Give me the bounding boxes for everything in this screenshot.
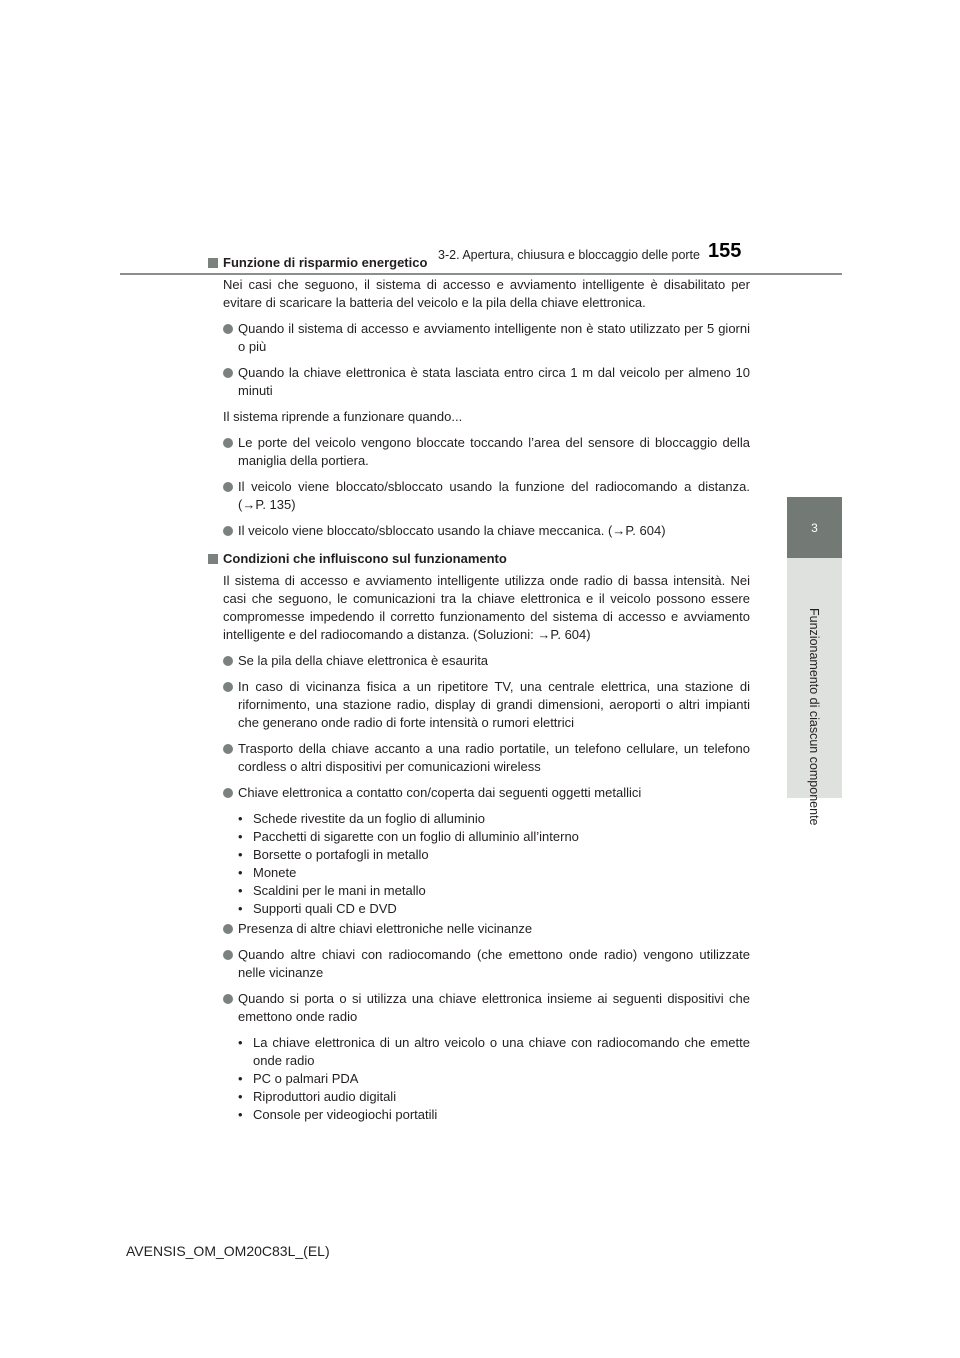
chapter-tab-label: Funzionamento di ciascun componente [807,608,821,826]
list-item: Chiave elettronica a contatto con/coperta dai seguenti oggetti metallici [223,784,750,802]
list-item: Il veicolo viene bloccato/sbloccato usando la chiave meccanica. (→P. 604) [223,522,750,540]
round-bullet-icon [223,682,233,692]
sub-list-item: • Console per videogiochi portatili [238,1107,438,1122]
sub-list-item: • Riproduttori audio digitali [238,1089,397,1104]
list-item: Quando la chiave elettronica è stata lasciata entro circa 1 m dal veicolo per almeno 10 minuti [223,364,750,400]
metal-objects-list [238,810,750,918]
round-bullet-icon [223,744,233,754]
sub-list-item: • Pacchetti di sigarette con un foglio di alluminio all’interno [238,829,579,844]
page-number: 155 [708,240,742,262]
section-intro: Nei casi che seguono, il sistema di accesso e avviamento intelligente è disabilitato per evitare di scaricare la batteria del veicolo e la pila della chiave elettronica. [223,277,750,310]
list-item: Il veicolo viene bloccato/sbloccato usando la funzione del radiocomando a distanza. (→P. 135) [223,478,750,514]
section-intro: Il sistema di accesso e avviamento intelligente utilizza onde radio di bassa intensità. Nei casi che seguono, le comunicazioni tra la chiave elettronica e il veicolo possono essere compromesse impedendo il corretto funzionamento del sistema di accesso e avviamento intelligente e del radiocomando a distanza. (Soluzioni: →P. 604) [223,573,750,642]
square-bullet-icon [208,554,218,564]
round-bullet-icon [223,482,233,492]
sub-list-item: • Supporti quali CD e DVD [238,901,397,916]
sub-list-item: • Borsette o portafogli in metallo [238,847,429,862]
list-item: Le porte del veicolo vengono bloccate toccando l’area del sensore di bloccaggio della maniglia della portiera. [223,434,750,470]
sub-list-item: • Monete [238,865,297,880]
document-footer: AVENSIS_OM_OM20C83L_(EL) [126,1243,330,1259]
round-bullet-icon [223,788,233,798]
sub-list-item: • Scaldini per le mani in metallo [238,883,426,898]
round-bullet-icon [223,438,233,448]
list-item: Se la pila della chiave elettronica è esaurita [223,652,750,670]
list-item: Quando il sistema di accesso e avviamento intelligente non è stato utilizzato per 5 giorni o più [223,320,750,356]
round-bullet-icon [223,526,233,536]
round-bullet-icon [223,656,233,666]
list-item: Trasporto della chiave accanto a una radio portatile, un telefono cellulare, un telefono cordless o altri dispositivi per comunicazioni wireless [223,740,750,776]
resume-text: Il sistema riprende a funzionare quando... [223,409,463,424]
sub-list-item: • La chiave elettronica di un altro veicolo o una chiave con radiocomando che emette onde radio [238,1035,750,1068]
page-content [208,254,750,1124]
round-bullet-icon [223,324,233,334]
list-item: In caso di vicinanza fisica a un ripetitore TV, una centrale elettrica, una stazione di rifornimento, una stazione radio, display di grandi dimensioni, aeroporti o altri impianti che generano onde radio di forte intensità o rumori elettrici [223,678,750,732]
round-bullet-icon [223,368,233,378]
chapter-tab-number: 3 [787,497,842,558]
list-item: Quando altre chiavi con radiocomando (che emettono onde radio) vengono utilizzate nelle vicinanze [223,946,750,982]
radio-devices-list [238,1034,750,1124]
square-bullet-icon [208,258,218,268]
running-header-section: 3-2. Apertura, chiusura e bloccaggio delle porte [438,248,700,262]
list-item: Quando si porta o si utilizza una chiave elettronica insieme ai seguenti dispositivi che emettono onde radio [223,990,750,1026]
round-bullet-icon [223,924,233,934]
round-bullet-icon [223,994,233,1004]
round-bullet-icon [223,950,233,960]
section-title: Funzione di risparmio energetico [208,254,750,272]
list-item: Presenza di altre chiavi elettroniche nelle vicinanze [223,920,750,938]
section-title: Condizioni che influiscono sul funzionamento [208,550,750,568]
sub-list-item: • Schede rivestite da un foglio di alluminio [238,811,485,826]
sub-list-item: • PC o palmari PDA [238,1071,359,1086]
